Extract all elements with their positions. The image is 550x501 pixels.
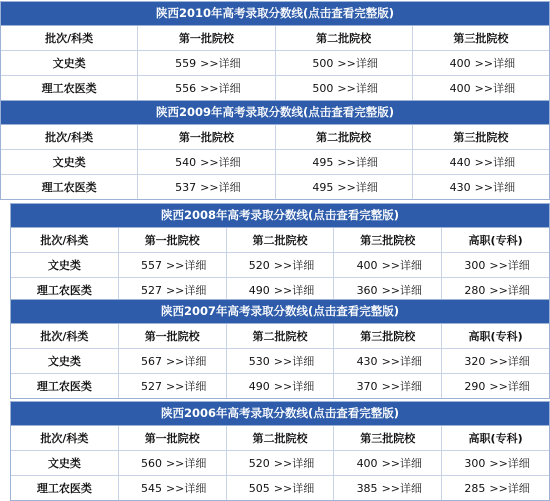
score-cell bbox=[334, 253, 442, 277]
score-value: 400 bbox=[356, 456, 378, 470]
score-value: 430 bbox=[449, 180, 471, 194]
detail-link[interactable]: >>详细 bbox=[200, 82, 241, 95]
detail-link[interactable]: >>详细 bbox=[474, 82, 516, 95]
detail-link[interactable]: >>详细 bbox=[381, 457, 422, 470]
detail-link[interactable]: >>详细 bbox=[381, 380, 422, 393]
column-header: 第二批院校 bbox=[227, 228, 335, 252]
score-value: 520 bbox=[248, 258, 270, 272]
column-header: 第一批院校 bbox=[119, 426, 227, 450]
row-label: 文史类 bbox=[1, 51, 138, 75]
score-cell bbox=[442, 349, 549, 373]
score-cell bbox=[334, 349, 442, 373]
score-cell bbox=[119, 476, 227, 500]
detail-link[interactable]: >>详细 bbox=[381, 259, 422, 272]
table-row bbox=[1, 175, 549, 199]
table-header-row bbox=[1, 26, 549, 51]
score-table bbox=[0, 100, 550, 200]
score-value: 495 bbox=[312, 180, 334, 194]
row-label: 理工农医类 bbox=[11, 374, 119, 398]
score-value: 545 bbox=[140, 481, 162, 495]
score-cell bbox=[276, 150, 413, 174]
table-header-row bbox=[11, 426, 549, 451]
detail-link[interactable]: >>详细 bbox=[489, 380, 530, 393]
score-value: 285 bbox=[464, 481, 486, 495]
table-title-link[interactable]: 陕西2007年高考录取分数线(点击查看完整版) bbox=[11, 300, 549, 324]
score-cell bbox=[119, 451, 227, 475]
score-value: 527 bbox=[140, 283, 162, 297]
row-label: 文史类 bbox=[1, 150, 138, 174]
detail-link[interactable]: >>详细 bbox=[337, 156, 378, 169]
score-value: 360 bbox=[356, 283, 378, 297]
detail-link[interactable]: >>详细 bbox=[200, 156, 241, 169]
column-header: 第一批院校 bbox=[138, 125, 275, 149]
table-header-row bbox=[1, 125, 549, 150]
row-label: 文史类 bbox=[11, 349, 119, 373]
score-cell bbox=[138, 76, 275, 100]
column-header: 第三批院校 bbox=[334, 426, 442, 450]
detail-link[interactable]: >>详细 bbox=[165, 284, 207, 297]
score-value: 490 bbox=[248, 283, 270, 297]
score-cell bbox=[442, 476, 549, 500]
detail-link[interactable]: >>详细 bbox=[489, 284, 530, 297]
score-cell bbox=[413, 175, 549, 199]
score-cell bbox=[413, 76, 549, 100]
detail-link[interactable]: >>详细 bbox=[200, 181, 241, 194]
score-value: 520 bbox=[248, 456, 270, 470]
column-header: 第一批院校 bbox=[119, 228, 227, 252]
score-value: 400 bbox=[449, 56, 471, 70]
score-cell bbox=[138, 150, 275, 174]
table-row bbox=[1, 76, 549, 100]
table-row bbox=[11, 476, 549, 500]
score-value: 400 bbox=[356, 258, 378, 272]
row-label: 文史类 bbox=[11, 451, 119, 475]
table-row bbox=[1, 51, 549, 76]
table-row bbox=[11, 374, 549, 398]
table-title-link[interactable]: 陕西2006年高考录取分数线(点击查看完整版) bbox=[11, 402, 549, 426]
score-value: 540 bbox=[175, 155, 197, 169]
table-header-row bbox=[11, 324, 549, 349]
score-table bbox=[0, 1, 550, 101]
table-title-link[interactable]: 陕西2009年高考录取分数线(点击查看完整版) bbox=[1, 101, 549, 125]
score-value: 557 bbox=[140, 258, 162, 272]
table-row bbox=[1, 150, 549, 175]
detail-link[interactable]: >>详细 bbox=[381, 482, 422, 495]
score-value: 567 bbox=[140, 354, 162, 368]
score-cell bbox=[334, 374, 442, 398]
score-value: 385 bbox=[356, 481, 378, 495]
column-header: 第二批院校 bbox=[276, 26, 413, 50]
row-label: 理工农医类 bbox=[1, 175, 138, 199]
detail-link[interactable]: >>详细 bbox=[489, 355, 530, 368]
score-cell bbox=[227, 349, 335, 373]
detail-link[interactable]: >>详细 bbox=[474, 57, 516, 70]
table-header-row bbox=[11, 228, 549, 253]
detail-link[interactable]: >>详细 bbox=[165, 482, 207, 495]
score-table bbox=[10, 203, 550, 303]
column-header: 批次/科类 bbox=[11, 228, 119, 252]
score-value: 430 bbox=[356, 354, 378, 368]
score-value: 370 bbox=[356, 379, 378, 393]
column-header: 批次/科类 bbox=[11, 426, 119, 450]
detail-link[interactable]: >>详细 bbox=[273, 259, 315, 272]
column-header: 高职(专科) bbox=[468, 432, 523, 445]
score-value: 300 bbox=[464, 456, 486, 470]
table-title-link[interactable]: 陕西2008年高考录取分数线(点击查看完整版) bbox=[11, 204, 549, 228]
column-header: 第二批院校 bbox=[276, 125, 413, 149]
score-value: 495 bbox=[312, 155, 334, 169]
column-header: 批次/科类 bbox=[1, 26, 138, 50]
table-row bbox=[11, 253, 549, 278]
score-value: 490 bbox=[248, 379, 270, 393]
detail-link[interactable]: >>详细 bbox=[273, 355, 315, 368]
column-header: 第三批院校 bbox=[453, 131, 509, 144]
detail-link[interactable]: >>详细 bbox=[381, 355, 422, 368]
detail-link[interactable]: >>详细 bbox=[165, 457, 207, 470]
score-cell bbox=[227, 374, 335, 398]
column-header: 批次/科类 bbox=[11, 324, 119, 348]
column-header: 第一批院校 bbox=[119, 324, 227, 348]
score-cell bbox=[276, 175, 413, 199]
detail-link[interactable]: >>详细 bbox=[273, 457, 315, 470]
score-value: 530 bbox=[248, 354, 270, 368]
column-header: 第三批院校 bbox=[453, 32, 509, 45]
detail-link[interactable]: >>详细 bbox=[474, 181, 516, 194]
column-header: 第一批院校 bbox=[138, 26, 275, 50]
score-cell bbox=[227, 253, 335, 277]
score-value: 500 bbox=[312, 81, 334, 95]
detail-link[interactable]: >>详细 bbox=[489, 259, 530, 272]
score-cell bbox=[413, 150, 549, 174]
row-label: 理工农医类 bbox=[11, 476, 119, 500]
score-cell bbox=[227, 451, 335, 475]
detail-link[interactable]: >>详细 bbox=[337, 57, 378, 70]
detail-link[interactable]: >>详细 bbox=[165, 355, 207, 368]
score-cell bbox=[119, 374, 227, 398]
score-table bbox=[10, 299, 550, 399]
score-value: 400 bbox=[449, 81, 471, 95]
column-header: 高职(专科) bbox=[468, 234, 523, 247]
score-cell bbox=[442, 253, 549, 277]
detail-link[interactable]: >>详细 bbox=[200, 57, 241, 70]
score-value: 527 bbox=[140, 379, 162, 393]
table-row bbox=[11, 451, 549, 476]
score-value: 280 bbox=[464, 283, 486, 297]
score-cell bbox=[119, 349, 227, 373]
detail-link[interactable]: >>详细 bbox=[273, 284, 315, 297]
score-cell bbox=[276, 76, 413, 100]
score-value: 500 bbox=[312, 56, 334, 70]
score-cell bbox=[334, 476, 442, 500]
score-value: 290 bbox=[464, 379, 486, 393]
score-value: 537 bbox=[175, 180, 197, 194]
score-cell bbox=[442, 374, 549, 398]
detail-link[interactable]: >>详细 bbox=[381, 284, 422, 297]
table-title-link[interactable]: 陕西2010年高考录取分数线(点击查看完整版) bbox=[1, 2, 549, 26]
column-header: 批次/科类 bbox=[1, 125, 138, 149]
row-label: 理工农医类 bbox=[11, 278, 119, 302]
score-value: 320 bbox=[464, 354, 486, 368]
column-header: 第二批院校 bbox=[227, 324, 335, 348]
score-cell bbox=[119, 253, 227, 277]
detail-link[interactable]: >>详细 bbox=[165, 259, 207, 272]
score-value: 559 bbox=[175, 56, 197, 70]
score-cell bbox=[276, 51, 413, 75]
score-cell bbox=[138, 51, 275, 75]
detail-link[interactable]: >>详细 bbox=[489, 457, 530, 470]
score-cell bbox=[413, 51, 549, 75]
row-label: 文史类 bbox=[11, 253, 119, 277]
score-value: 560 bbox=[140, 456, 162, 470]
column-header: 第二批院校 bbox=[227, 426, 335, 450]
score-table bbox=[10, 401, 550, 501]
score-value: 440 bbox=[449, 155, 471, 169]
detail-link[interactable]: >>详细 bbox=[273, 380, 315, 393]
score-cell bbox=[138, 175, 275, 199]
detail-link[interactable]: >>详细 bbox=[474, 156, 516, 169]
score-value: 556 bbox=[175, 81, 197, 95]
detail-link[interactable]: >>详细 bbox=[165, 380, 207, 393]
detail-link[interactable]: >>详细 bbox=[337, 181, 378, 194]
table-row bbox=[11, 349, 549, 374]
detail-link[interactable]: >>详细 bbox=[273, 482, 315, 495]
score-cell bbox=[442, 451, 549, 475]
column-header: 第三批院校 bbox=[334, 324, 442, 348]
detail-link[interactable]: >>详细 bbox=[489, 482, 530, 495]
score-value: 505 bbox=[248, 481, 270, 495]
column-header: 第三批院校 bbox=[334, 228, 442, 252]
score-cell bbox=[227, 476, 335, 500]
score-value: 300 bbox=[464, 258, 486, 272]
score-cell bbox=[334, 451, 442, 475]
detail-link[interactable]: >>详细 bbox=[337, 82, 378, 95]
column-header: 高职(专科) bbox=[468, 330, 523, 343]
row-label: 理工农医类 bbox=[1, 76, 138, 100]
